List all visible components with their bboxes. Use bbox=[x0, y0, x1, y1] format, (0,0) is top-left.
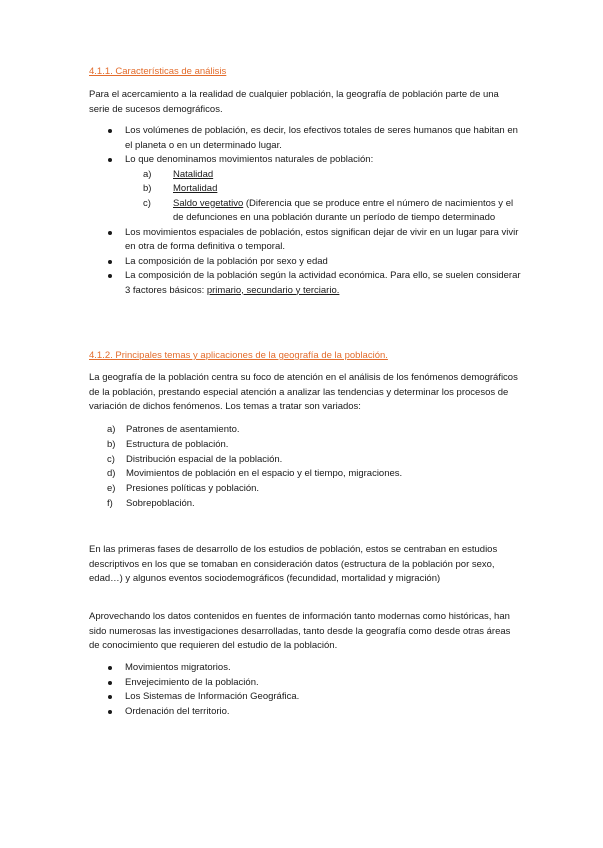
section3-bullet-list bbox=[107, 661, 525, 719]
section-heading-4-1-1: 4.1.1. Características de análisis bbox=[89, 66, 227, 77]
list-item: a) Patrones de asentamiento. bbox=[107, 424, 240, 435]
list-item: La composición de la población según la actividad económica. Para ello, se suelen considerar 3 factores básicos: primario, secundario y terciario. bbox=[107, 269, 525, 298]
list-item: b) Mortalidad bbox=[143, 183, 218, 194]
list-item: b) Estructura de población. bbox=[107, 438, 229, 450]
bullet-icon bbox=[108, 231, 112, 235]
list-item: Lo que denominamos movimientos naturales de población: a) Natalidad b) Mortalidad c) Saldo vegetativo (Diferencia que se produce entre el número de nacimientos y el de defunciones en una población durante un período de tiempo determinado bbox=[107, 153, 525, 226]
list-item: Los volúmenes de población, es decir, los efectivos totales de seres humanos que habitan en el planeta o en un determinado lugar. bbox=[107, 124, 525, 153]
list-item: c) Saldo vegetativo (Diferencia que se produce entre el número de nacimientos y el de defunciones en una población durante un período de tiempo determinado bbox=[143, 197, 514, 223]
bullet-icon bbox=[108, 695, 112, 699]
section2-intro: La geografía de la población centra su foco de atención en el análisis de los fenómenos demográficos de la población, prestando especial atención a analizar las tendencias y determinar los procesos de variación de dichos fenómenos. Los temas a tratar son variados: bbox=[89, 372, 518, 412]
natural-movements-sublist bbox=[125, 168, 525, 226]
list-item: Los Sistemas de Información Geográfica. bbox=[107, 690, 525, 705]
section1-bullet-list bbox=[107, 124, 525, 298]
bullet-icon bbox=[108, 274, 112, 278]
list-item: Los movimientos espaciales de población, estos significan dejar de vivir en un lugar para vivir en otra de forma definitiva o temporal. bbox=[107, 226, 525, 255]
bullet-icon bbox=[108, 681, 112, 685]
list-item: Envejecimiento de la población. bbox=[107, 676, 525, 691]
list-item: d) Movimientos de población en el espacio y el tiempo, migraciones. bbox=[107, 468, 403, 480]
list-item: f) Sobrepoblación. bbox=[107, 497, 195, 509]
bullet-icon bbox=[108, 129, 112, 133]
list-item: La composición de la población por sexo y edad bbox=[107, 255, 525, 270]
section-heading-4-1-2: 4.1.2. Principales temas y aplicaciones de la geografía de la población. bbox=[89, 350, 388, 361]
section2-topic-list bbox=[107, 423, 527, 512]
bullet-icon bbox=[108, 666, 112, 670]
list-item: Ordenación del territorio. bbox=[107, 705, 525, 720]
bullet-icon bbox=[108, 710, 112, 714]
list-item: e) Presiones políticas y población. bbox=[107, 483, 260, 495]
list-item: a) Natalidad bbox=[143, 168, 214, 180]
section3-paragraph-2: Aprovechando los datos contenidos en fuentes de información tanto modernas como históricas, han sido numerosas las investigaciones desarrolladas, tanto desde la geografía como desde otras áreas de conocimiento que requieren del estudio de la población. bbox=[89, 611, 511, 651]
list-item: Movimientos migratorios. bbox=[107, 661, 525, 676]
section1-intro: Para el acercamiento a la realidad de cualquier población, la geografía de población parte de una serie de sucesos demográficos. bbox=[89, 89, 499, 115]
bullet-icon bbox=[108, 260, 112, 264]
list-item: c) Distribución espacial de la población. bbox=[107, 453, 283, 465]
bullet-icon bbox=[108, 158, 112, 162]
section3-paragraph-1: En las primeras fases de desarrollo de los estudios de población, estos se centraban en estudios descriptivos en los que se tomaban en consideración datos (estructura de la población por sexo, edad…) y algunos eventos sociodemográficos (fecundidad, mortalidad y migración) bbox=[89, 544, 498, 584]
